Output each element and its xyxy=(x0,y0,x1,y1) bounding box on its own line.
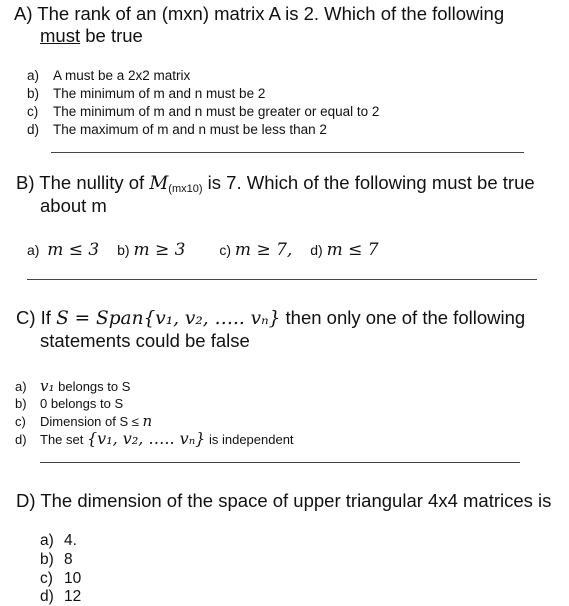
option-a-a: a) A must be a 2x2 matrix xyxy=(27,68,191,83)
answer-line-b xyxy=(27,279,537,280)
option-d-c: c) 10 xyxy=(40,570,82,587)
option-d-b: b) 8 xyxy=(40,551,73,568)
question-c-line2: statements could be false xyxy=(40,330,250,351)
question-d-line1: D) The dimension of the space of upper triangular 4x4 matrices is xyxy=(16,490,552,511)
question-c-line1: C) If S = Span{v₁, v₂, ….. vₙ} then only one of the following xyxy=(16,307,526,329)
option-a-d: d) The maximum of m and n must be less than 2 xyxy=(27,122,327,137)
must-underlined: must xyxy=(40,25,81,46)
option-c-c: c) Dimension of S ≤ n xyxy=(15,412,153,430)
question-a-line2: must be true xyxy=(40,25,143,46)
option-c-d: d) The set {v₁, v₂, ….. vₙ} is independent xyxy=(15,429,294,448)
option-b-a: a) m ≤ 3 xyxy=(27,240,100,260)
option-a-b: b) The minimum of m and n must be 2 xyxy=(27,86,266,101)
question-b-line2: about m xyxy=(40,195,107,216)
option-c-b: b) 0 belongs to S xyxy=(15,396,124,411)
answer-line-a xyxy=(51,152,524,153)
option-b-d: d) m ≤ 7 xyxy=(310,240,379,260)
answer-line-c xyxy=(40,462,520,463)
question-b-line1: B) The nullity of M(mx10) is 7. Which of the following must be true xyxy=(16,172,535,195)
options-b-row xyxy=(27,240,379,260)
question-a-line1: A) The rank of an (mxn) matrix A is 2. Which of the following xyxy=(14,3,505,24)
option-c-a: a) v₁ belongs to S xyxy=(15,377,131,395)
option-d-a: a) 4. xyxy=(40,532,77,549)
option-a-c: c) The minimum of m and n must be greater or equal to 2 xyxy=(27,104,380,119)
option-d-d: d) 12 xyxy=(40,588,82,605)
option-b-c: c) m ≥ 7, xyxy=(219,240,293,260)
option-b-b: b) m ≥ 3 xyxy=(117,240,186,260)
